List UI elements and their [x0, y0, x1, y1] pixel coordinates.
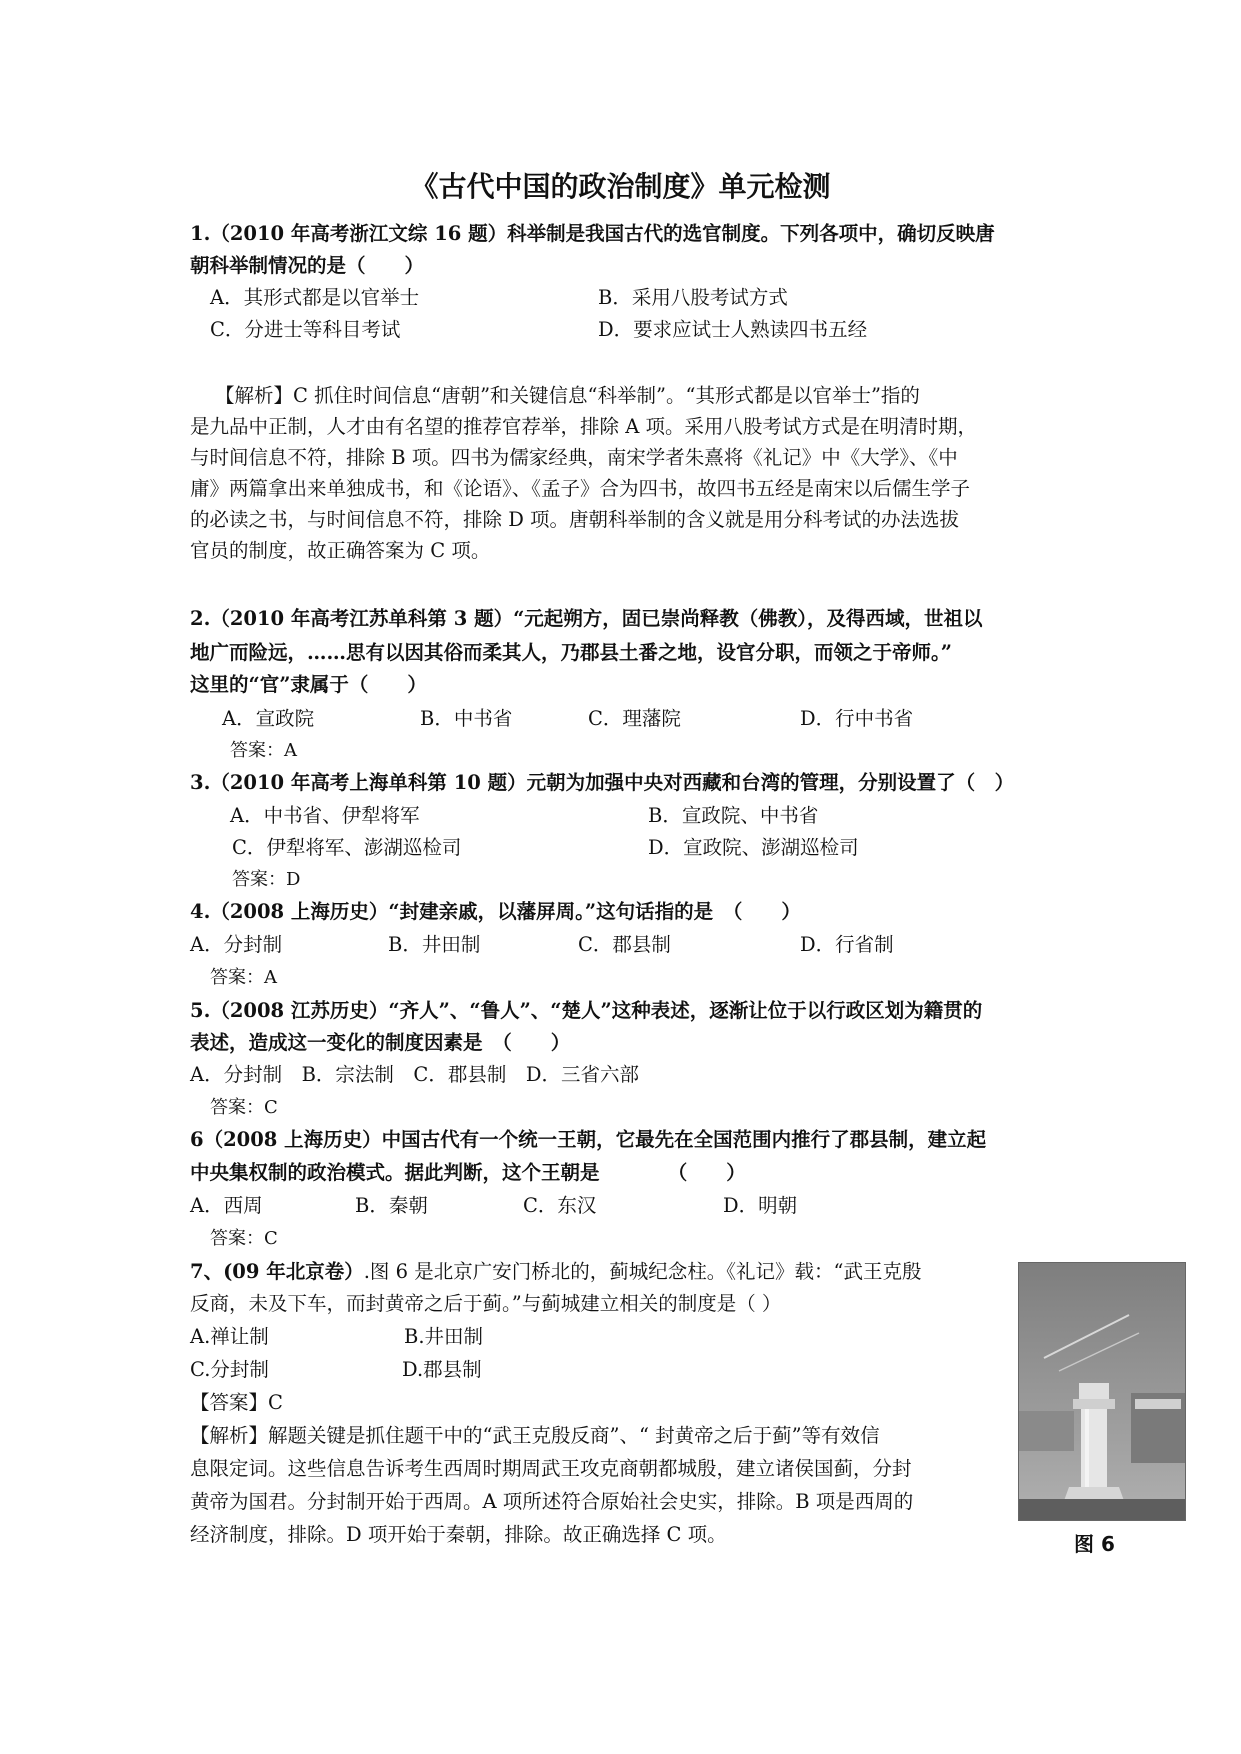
q1-explanation-line1: 【解析】C 抓住时间信息“唐朝”和关键信息“科举制”。“其形式都是以官举士”指的: [215, 384, 920, 407]
q3-option-d: D．宣政院、澎湖巡检司: [648, 836, 859, 859]
q6-answer: 答案：C: [210, 1228, 278, 1249]
q1-option-b: B．采用八股考试方式: [598, 286, 788, 309]
memorial-pillar-image: [1019, 1263, 1185, 1520]
q4-option-a: A．分封制: [190, 933, 283, 956]
q7-stem-line2: 反商，未及下车，而封黄帝之后于蓟。”与蓟城建立相关的制度是（ ）: [190, 1292, 782, 1315]
q6-option-b: B．秦朝: [355, 1194, 428, 1217]
q7-option-b: B.井田制: [404, 1325, 484, 1348]
q2-answer: 答案：A: [230, 740, 297, 761]
q2-option-c: C．理藩院: [588, 707, 681, 730]
figure-6-photo: [1018, 1262, 1186, 1521]
q1-stem-line1: 1.（2010 年高考浙江文综 16 题）科举制是我国古代的选官制度。下列各项中，确切反映唐: [190, 222, 995, 245]
q6-stem-line1: 6（2008 上海历史）中国古代有一个统一王朝，它最先在全国范围内推行了郡县制，建立起: [190, 1128, 987, 1151]
q7-option-a: A.禅让制: [190, 1325, 269, 1348]
q7-explanation-line2: 息限定词。这些信息告诉考生西周时期周武王攻克商朝都城殷，建立诸侯国蓟，分封: [190, 1457, 912, 1480]
q4-option-b: B．井田制: [388, 933, 481, 956]
q7-explanation-line4: 经济制度，排除。D 项开始于秦朝，排除。故正确选择 C 项。: [190, 1523, 727, 1546]
q1-option-c: C．分进士等科目考试: [210, 318, 401, 341]
q5-stem-line1: 5.（2008 江苏历史）“齐人”、“鲁人”、“楚人”这种表述，逐渐让位于以行政区划为籍贯的: [190, 999, 983, 1022]
q1-option-d: D．要求应试士人熟读四书五经: [598, 318, 868, 341]
q3-option-a: A．中书省、伊犁将军: [230, 804, 420, 827]
q7-explanation-line1: 【解析】解题关键是抓住题干中的“武王克殷反商”、“ 封黄帝之后于蓟”等有效信: [190, 1424, 880, 1447]
q5-answer: 答案：C: [210, 1097, 278, 1118]
q6-stem-line2: 中央集权制的政治模式。据此判断，这个王朝是 （ ）: [190, 1161, 746, 1184]
q2-stem-line1: 2.（2010 年高考江苏单科第 3 题）“元起朔方，固已崇尚释教（佛教），及得西域，世祖以: [190, 607, 983, 630]
q2-option-a: A．宣政院: [222, 707, 315, 730]
q3-stem: 3.（2010 年高考上海单科第 10 题）元朝为加强中央对西藏和台湾的管理，分别设置了（ ）: [190, 771, 1015, 794]
q1-explanation-line2: 是九品中正制，人才由有名望的推荐官荐举，排除 A 项。采用八股考试方式是在明清时期，: [190, 415, 977, 438]
figure-6-caption: 图 6: [1074, 1532, 1115, 1556]
q1-option-a: A．其形式都是以官举士: [210, 286, 420, 309]
q4-option-c: C．郡县制: [578, 933, 671, 956]
q7-source: 7、(09 年北京卷）: [190, 1260, 364, 1283]
q6-option-c: C．东汉: [523, 1194, 597, 1217]
q4-stem: 4.（2008 上海历史）“封建亲戚，以藩屏周。”这句话指的是 （ ）: [190, 900, 801, 923]
q4-option-d: D．行省制: [800, 933, 894, 956]
q2-stem-line3: 这里的“官”隶属于（ ）: [190, 673, 427, 696]
q3-answer: 答案：D: [232, 869, 301, 890]
q6-option-a: A．西周: [190, 1194, 263, 1217]
q3-option-b: B．宣政院、中书省: [648, 804, 819, 827]
q7-option-d: D.郡县制: [402, 1358, 482, 1381]
q1-explanation-line3: 与时间信息不符，排除 B 项。四书为儒家经典，南宋学者朱熹将《礼记》中《大学》、《中: [190, 446, 958, 469]
q1-explanation-line4: 庸》两篇拿出来单独成书，和《论语》、《孟子》合为四书，故四书五经是南宋以后儒生学子: [190, 477, 971, 500]
q7-option-c: C.分封制: [190, 1358, 269, 1381]
q7-explanation-line3: 黄帝为国君。分封制开始于西周。A 项所述符合原始社会史实，排除。B 项是西周的: [190, 1490, 914, 1513]
page-title: 《古代中国的政治制度》单元检测: [410, 170, 831, 203]
q7-answer: 【答案】C: [190, 1391, 283, 1414]
q1-explanation-line6: 官员的制度，故正确答案为 C 项。: [190, 539, 491, 562]
q5-stem-line2: 表述，造成这一变化的制度因素是 （ ）: [190, 1031, 571, 1054]
q5-options: A．分封制 B．宗法制 C．郡县制 D．三省六部: [190, 1063, 639, 1086]
q2-stem-line2: 地广而险远，……思有以因其俗而柔其人，乃郡县土番之地，设官分职，而领之于帝师。”: [190, 641, 952, 664]
q2-option-b: B．中书省: [420, 707, 513, 730]
q4-answer: 答案：A: [210, 967, 277, 988]
q1-stem-line2: 朝科举制情况的是（ ）: [190, 254, 425, 277]
q3-option-c: C．伊犁将军、澎湖巡检司: [232, 836, 462, 859]
q7-stem-visible: .图 6 是北京广安门桥北的，蓟城纪念柱。《礼记》载：“武王克殷: [363, 1260, 922, 1283]
q1-explanation-line5: 的必读之书，与时间信息不符，排除 D 项。唐朝科举制的含义就是用分科考试的办法选拔: [190, 508, 960, 531]
q6-option-d: D．明朝: [723, 1194, 798, 1217]
q2-option-d: D．行中书省: [800, 707, 914, 730]
q7-stem-line1: [190, 1260, 921, 1284]
